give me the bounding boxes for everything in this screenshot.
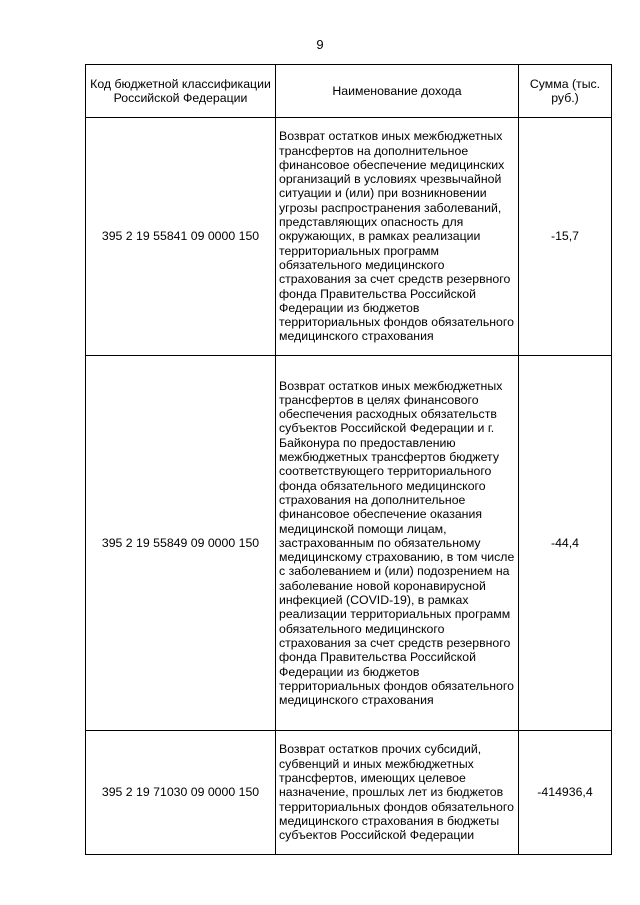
row-name: Возврат остатков иных межбюджетных трансфертов в целях финансового обеспечения расходных обязательств субъектов Российской Федерации и г. Байконура по предоставлению межбюджетных трансфертов бюджету соответствующего территориального фонда обязательного медицинского страхования на дополнительное финансовое обеспечение оказания медицинской помощи лицам, застрахованным по обязательному медицинскому страхованию, в том числе с заболеванием и (или) подозрением на заболевание новой коронавирусной инфекцией (COVID-19), в рамках реализации территориальных программ обязательного медицинского страхования за счет средств резервного фонда Правительства Российской Федерации из бюджетов территориальных фондов обязательного медицинского страхования	[276, 356, 519, 731]
table-row	[86, 356, 612, 731]
page-number: 9	[316, 37, 324, 52]
row-name: Возврат остатков прочих субсидий, субвенций и иных межбюджетных трансфертов, имеющих целевое назначение, прошлых лет из бюджетов территориальных фондов обязательного медицинского страхования в бюджеты субъектов Российской Федерации	[276, 731, 519, 855]
row-sum: -44,4	[519, 356, 612, 731]
row-sum: -15,7	[519, 118, 612, 356]
header-code: Код бюджетной классификации Российской Федерации	[86, 65, 276, 118]
header-sum: Сумма (тыс. руб.)	[519, 65, 612, 118]
revenue-table	[85, 64, 612, 855]
table-header-row	[86, 65, 612, 118]
table-row	[86, 118, 612, 356]
row-code: 395 2 19 55849 09 0000 150	[86, 356, 276, 731]
table-row	[86, 731, 612, 855]
header-name: Наименование дохода	[276, 65, 519, 118]
row-code: 395 2 19 55841 09 0000 150	[86, 118, 276, 356]
row-name: Возврат остатков иных межбюджетных трансфертов на дополнительное финансовое обеспечение медицинских организаций в условиях чрезвычайной ситуации и (или) при возникновении угрозы распространения заболеваний, представляющих опасность для окружающих, в рамках реализации территориальных программ обязательного медицинского страхования за счет средств резервного фонда Правительства Российской Федерации из бюджетов территориальных фондов обязательного медицинского страхования	[276, 118, 519, 356]
row-sum: -414936,4	[519, 731, 612, 855]
row-code: 395 2 19 71030 09 0000 150	[86, 731, 276, 855]
